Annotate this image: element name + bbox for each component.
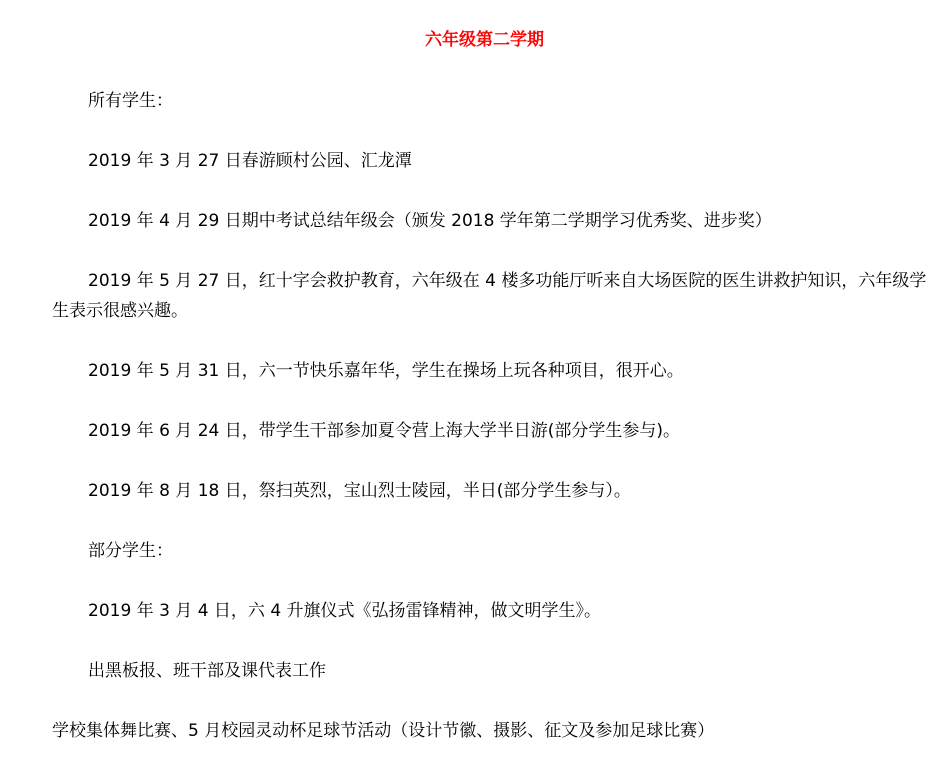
paragraph-flag-raising: 2019 年 3 月 4 日，六 4 升旗仪式《弘扬雷锋精神，做文明学生》。 (88, 601, 602, 621)
paragraph-all-students-heading: 所有学生： (88, 91, 173, 111)
paragraph-martyrs-memorial: 2019 年 8 月 18 日，祭扫英烈，宝山烈士陵园，半日(部分学生参与）。 (88, 481, 631, 501)
paragraph-midterm-meeting: 2019 年 4 月 29 日期中考试总结年级会（颁发 2018 学年第二学期学习优秀奖、进步奖） (88, 211, 772, 231)
paragraph-school-activities: 学校集体舞比赛、5 月校园灵动杯足球节活动（设计节徽、摄影、征文及参加足球比赛） (52, 721, 715, 741)
document-title: 六年级第二学期 (425, 30, 544, 50)
paragraph-summer-camp: 2019 年 6 月 24 日，带学生干部参加夏令营上海大学半日游(部分学生参与)。 (88, 421, 680, 441)
paragraph-spring-outing: 2019 年 3 月 27 日春游顾村公园、汇龙潭 (88, 151, 412, 171)
paragraph-blackboard-work: 出黑板报、班干部及课代表工作 (88, 661, 326, 681)
paragraph-childrens-day-carnival: 2019 年 5 月 31 日，六一节快乐嘉年华，学生在操场上玩各种项目，很开心。 (88, 361, 684, 381)
paragraph-some-students-heading: 部分学生： (88, 541, 173, 561)
paragraph-first-aid-education: 2019 年 5 月 27 日，红十字会救护教育，六年级在 4 楼多功能厅听来自大场医院的医生讲救护知识，六年级学生表示很感兴趣。 (52, 271, 927, 321)
